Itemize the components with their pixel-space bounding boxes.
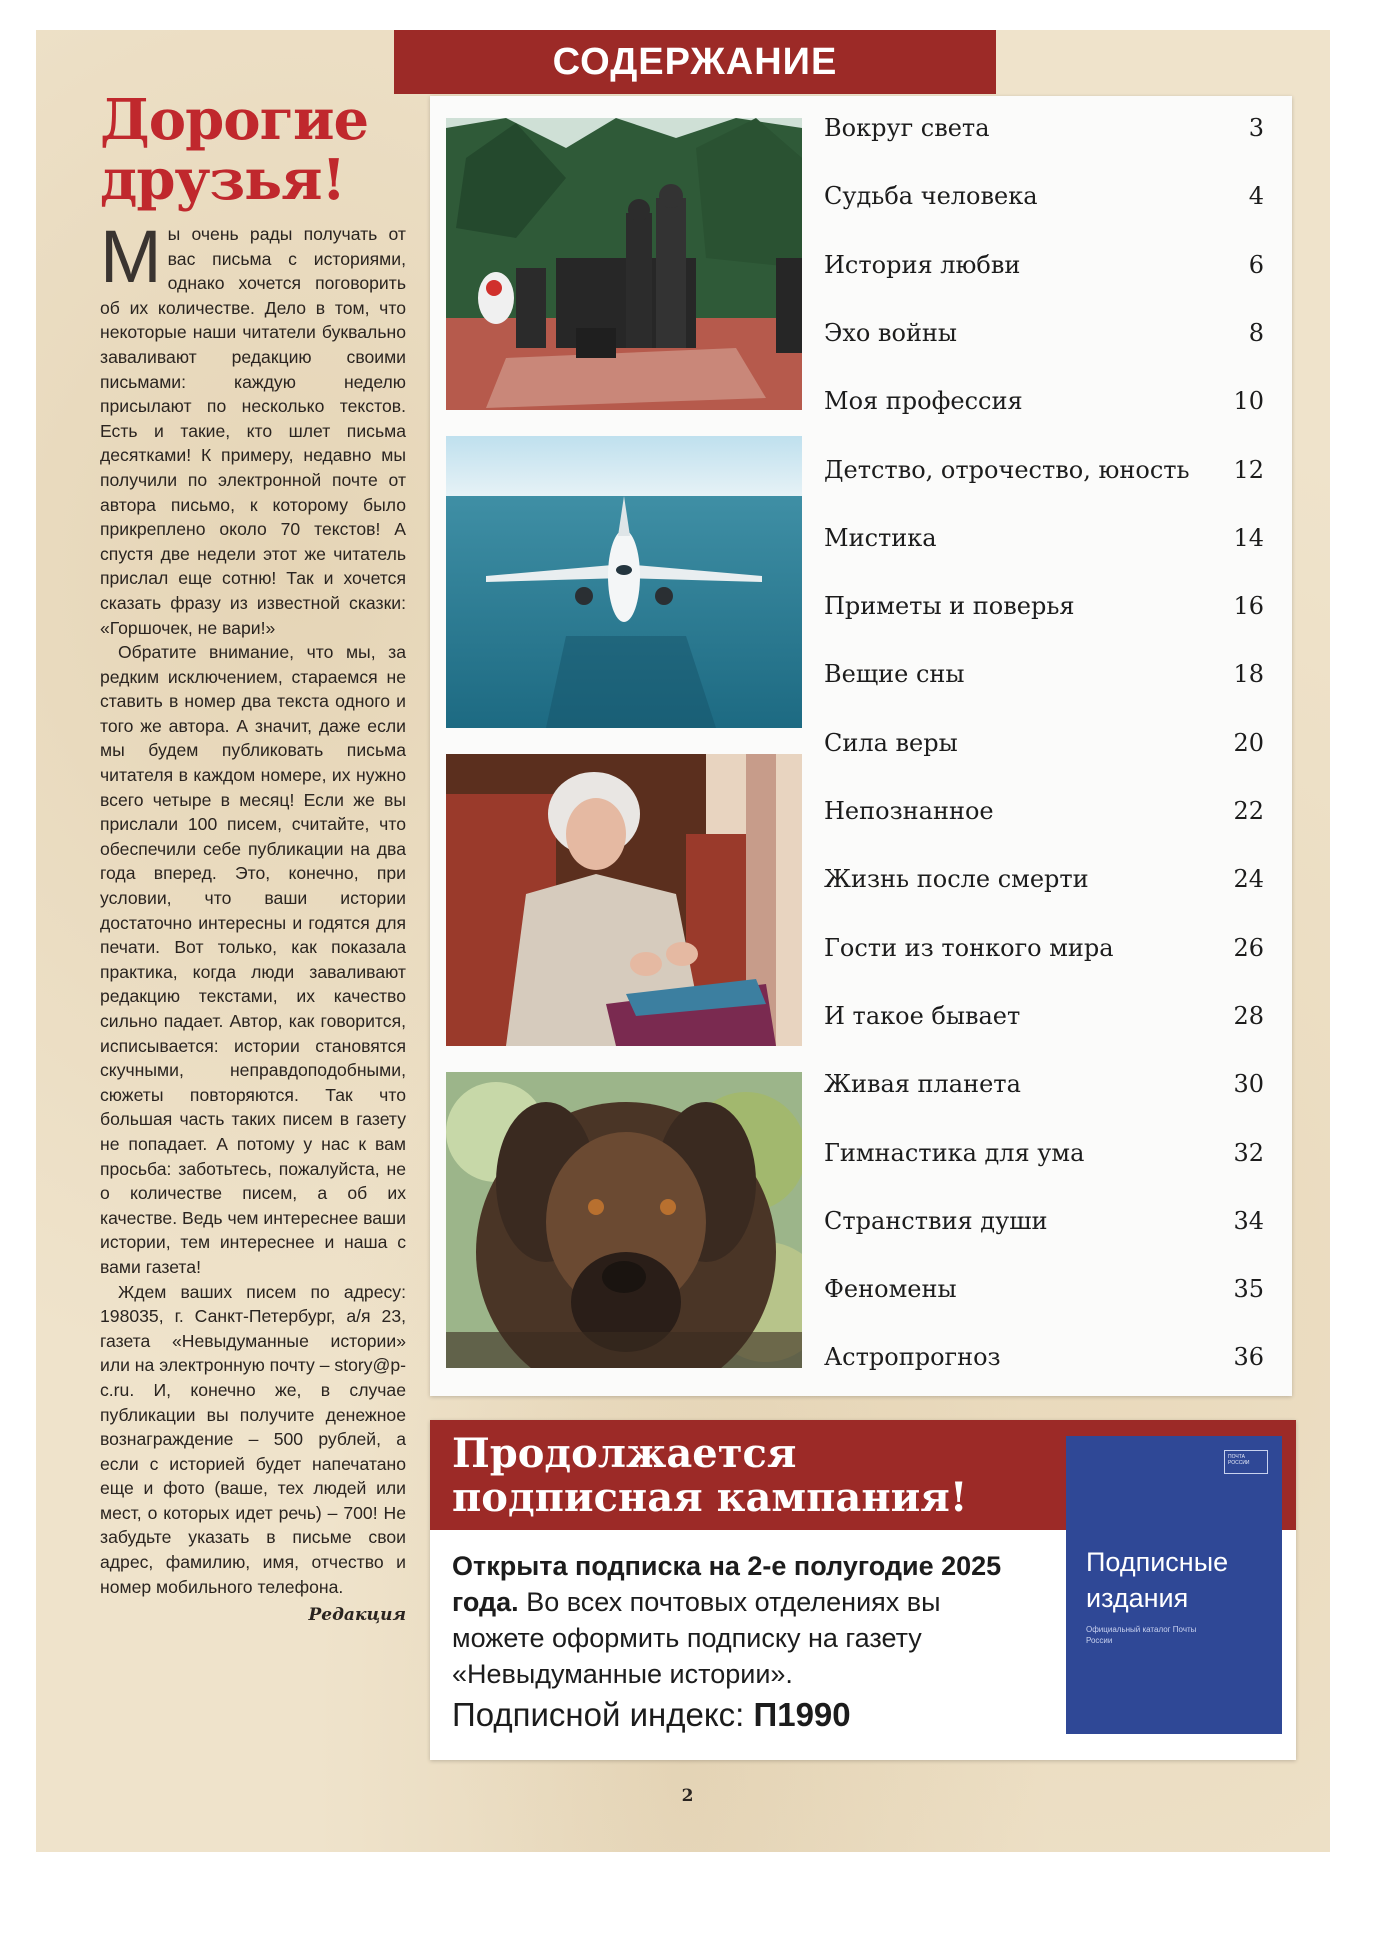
toc-item	[824, 251, 1264, 291]
editorial-paragraph: Обратите внимание, что мы, за редким исключением, стараемся не ставить в номер два текста одного и того же автора. А значит, даже если мы будем публиковать письма читателя в каждом номере, их нужно всего четыре в месяц! Если же вы прислали 100 писем, считайте, что обеспечили себе публикации на два года вперед. Это, конечно, при условии, что ваши истории достаточно интересны и годятся для печати. Вот только, как показала практика, когда люди заваливают редакцию текстами, их качество сильно падает. Автор, как говорится, исписывается: истории становятся скучными, неправдоподобными, сюжеты повторяются. Так что большая часть таких писем в газету не попадает. А потому у нас к вам просьба: заботьтесь, пожалуйста, не о количестве писем, а об их качестве. Ведь чем интереснее ваши истории, тем интереснее и наша с вами газета!	[100, 642, 406, 1277]
toc-item	[824, 660, 1264, 700]
editorial-body	[100, 215, 407, 1628]
toc-item-page: 8	[1248, 318, 1264, 347]
toc-item-page: 32	[1233, 1138, 1264, 1167]
contents-panel	[430, 96, 1292, 1396]
toc-item-page: 28	[1233, 1001, 1264, 1030]
toc-item-page: 36	[1233, 1343, 1264, 1372]
toc-item-page: 14	[1233, 523, 1264, 552]
toc-item	[824, 729, 1264, 769]
toc-item	[824, 1343, 1264, 1383]
catalog-subtitle: Официальный каталог Почты России	[1086, 1625, 1197, 1645]
subscription-index-value: П1990	[753, 1696, 851, 1733]
toc-item-title: Вещие сны	[824, 660, 965, 689]
editorial-signature: Редакция	[308, 1605, 406, 1626]
toc-item-page: 10	[1233, 387, 1264, 416]
toc-item-page: 30	[1233, 1070, 1264, 1099]
subscription-index-label: Подписной индекс:	[452, 1696, 754, 1733]
toc-item-page: 34	[1233, 1206, 1264, 1235]
toc-item	[824, 114, 1264, 154]
toc-item	[824, 182, 1264, 222]
catalog-cover	[1066, 1436, 1282, 1734]
toc-item-title: Гости из тонкого мира	[824, 933, 1114, 962]
toc-item-page: 16	[1233, 592, 1264, 621]
toc-item-title: Астропрогноз	[824, 1343, 1001, 1372]
catalog-title-line1: Подписные	[1086, 1547, 1229, 1577]
toc-item-page: 20	[1233, 728, 1264, 757]
catalog-title-line2: издания	[1086, 1583, 1189, 1613]
toc-item-title: Жизнь после смерти	[824, 865, 1089, 894]
editorial-paragraph: Ждем ваших писем по адресу: 198035, г. Санкт-Петербург, а/я 23, газета «Невыдуманные истории» или на электронную почту – story@p-c.ru. И, конечно же, в случае публикации вы получите денежное вознаграждение – 500 рублей, а если с историей будет напечатано еще и фото (ваше, тех людей или мест, о которых идет речь) – 700! Не забудьте указать в письме свои адрес, фамилию, имя, отчество и номер мобильного телефона.	[100, 1281, 407, 1597]
subscription-title-line1: Продолжается	[452, 1430, 797, 1477]
drop-cap: М	[100, 215, 162, 298]
toc-item-title: Судьба человека	[824, 182, 1038, 211]
toc-item-title: Непознанное	[824, 797, 994, 825]
subscription-text	[452, 1548, 1032, 1692]
toc-item-title: История любви	[824, 250, 1021, 279]
toc-item-page: 35	[1233, 1275, 1264, 1304]
knitting-woman-photo	[446, 754, 802, 1046]
toc-item	[824, 934, 1264, 974]
subscription-text-rest: Во всех почтовых отделениях вы можете оформить подписку на газету «Невыдуманные истории».	[452, 1587, 941, 1689]
toc-item-page: 18	[1233, 660, 1264, 689]
toc-item-title: Приметы и поверья	[824, 592, 1075, 621]
toc-item-title: Моя профессия	[824, 387, 1023, 416]
toc-item	[824, 1275, 1264, 1315]
toc-item-page: 3	[1248, 114, 1264, 142]
editorial-title-line1: Дорогие	[100, 87, 369, 153]
toc-item	[824, 865, 1264, 905]
subscription-block	[430, 1420, 1296, 1760]
airplane-photo	[446, 436, 802, 728]
toc-item-page: 12	[1233, 455, 1264, 484]
toc-item	[824, 1002, 1264, 1042]
toc-item-title: Живая планета	[824, 1070, 1021, 1099]
catalog-title	[1086, 1544, 1228, 1616]
toc-item-title: Феномены	[824, 1275, 957, 1304]
toc-item-title: Вокруг света	[824, 114, 990, 142]
russian-post-logo: ПОЧТА РОССИИ	[1224, 1450, 1268, 1474]
toc-item-page: 26	[1233, 933, 1264, 962]
toc-item-page: 22	[1233, 797, 1264, 825]
toc-item	[824, 319, 1264, 359]
toc-item-page: 6	[1248, 250, 1264, 279]
toc-item-title: Эхо войны	[824, 318, 958, 347]
toc-item-title: Странствия души	[824, 1206, 1048, 1235]
toc-item-title: Гимнастика для ума	[824, 1138, 1085, 1167]
toc-item	[824, 1139, 1264, 1179]
memorial-photo	[446, 118, 802, 410]
toc-item	[824, 456, 1264, 496]
dog-photo	[446, 1072, 802, 1368]
editorial-title-line2: друзья!	[100, 147, 346, 213]
toc-item	[824, 1207, 1264, 1247]
toc-item-title: Детство, отрочество, юность	[824, 455, 1190, 484]
subscription-text-bold: Открыта подписка на 2-е полугодие 2025 года.	[452, 1551, 1002, 1617]
toc-item-title: И такое бывает	[824, 1001, 1021, 1030]
subscription-title-line2: подписная кампания!	[452, 1474, 968, 1521]
toc-item	[824, 592, 1264, 632]
toc-item-title: Сила веры	[824, 728, 958, 757]
toc-item	[824, 1070, 1264, 1110]
editorial-paragraph-text: ы очень рады получать от вас письма с историями, однако хочется поговорить об их количестве. Дело в том, что некоторые наши читатели буквально заваливают редакцию своими письмами: каждую неделю присылают по несколько текстов. Есть и такие, кто шлет письма десятками! К примеру, недавно мы получили по электронной почте от автора письмо, к которому было прикреплено около 70 текстов! А спустя две недели этот же читатель прислал еще сотню! Так и хочется сказать фразу из известной сказки: «Горшочек, не вари!»	[100, 224, 406, 638]
toc-item	[824, 387, 1264, 427]
page-number: 2	[681, 1786, 694, 1806]
editorial-paragraph	[100, 215, 406, 640]
toc-item	[824, 524, 1264, 564]
toc-item-page: 24	[1233, 865, 1264, 894]
toc-item-page: 4	[1248, 182, 1264, 211]
toc-item	[824, 797, 1264, 837]
subscription-index	[452, 1696, 1052, 1734]
editorial-title	[100, 87, 400, 213]
contents-header: СОДЕРЖАНИЕ	[394, 30, 996, 94]
subscription-title	[452, 1432, 1012, 1520]
toc-item-title: Мистика	[824, 523, 937, 552]
